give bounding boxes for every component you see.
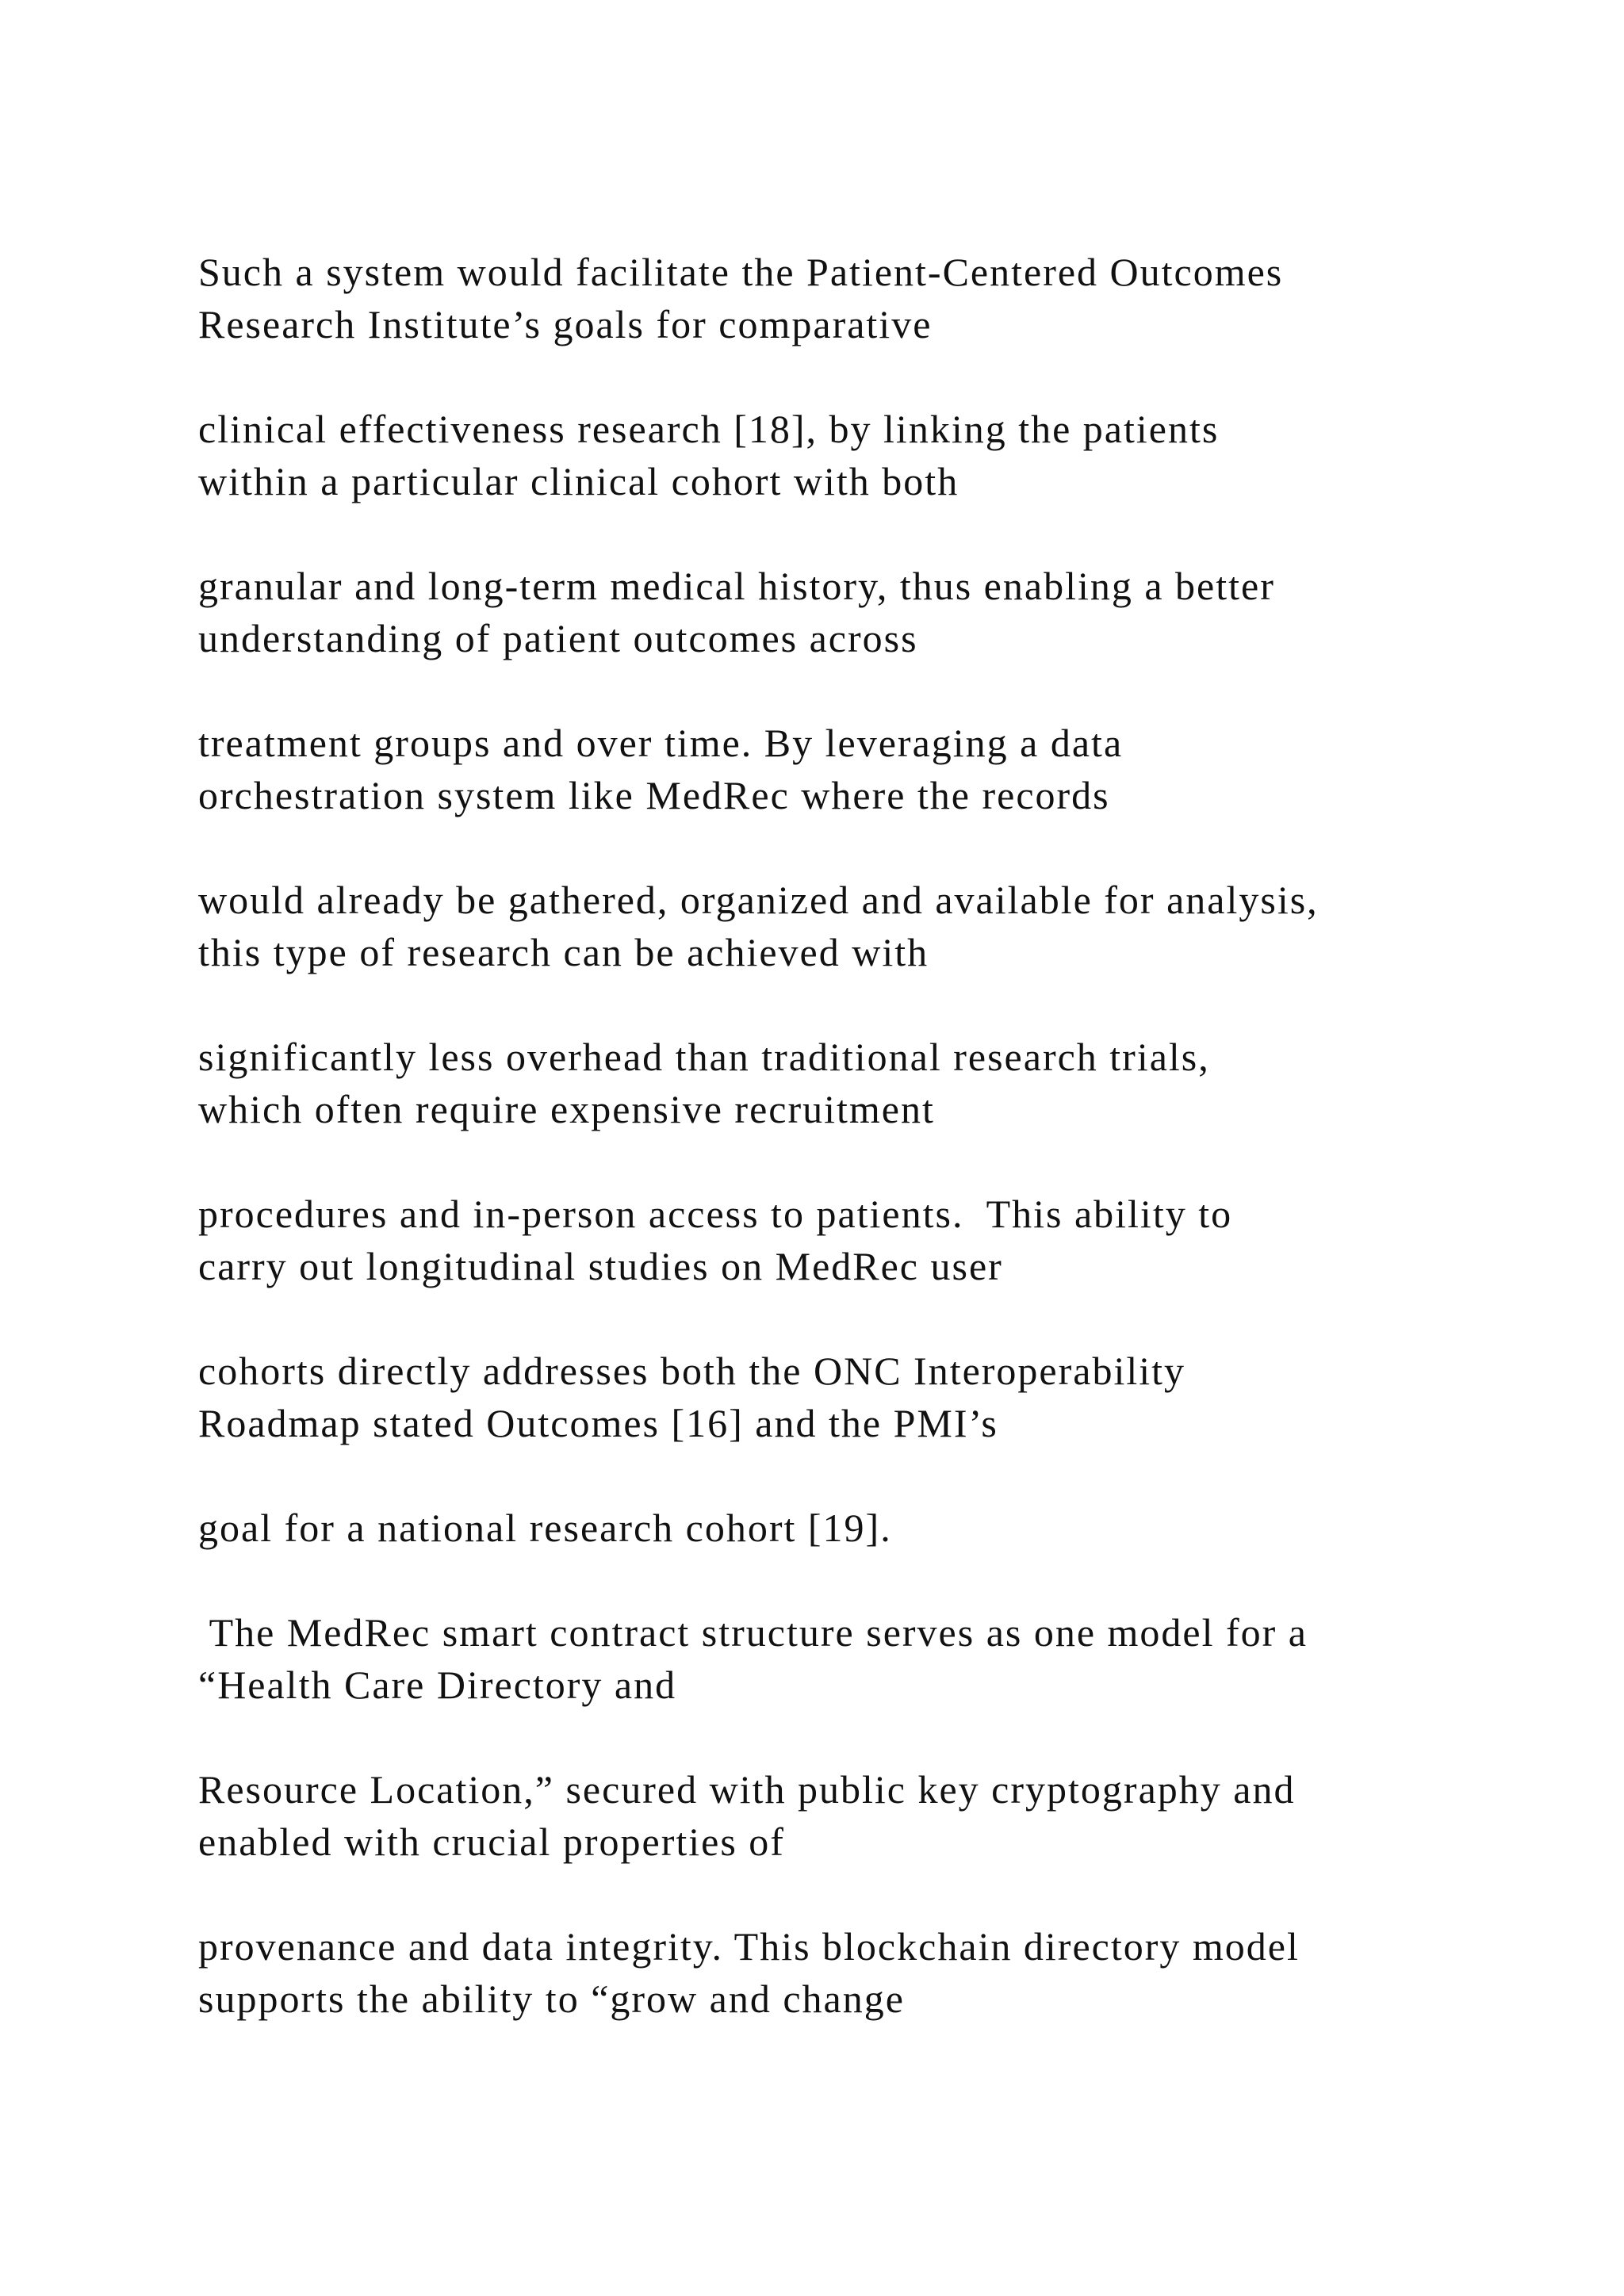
text-line: which often require expensive recruitment: [198, 1087, 935, 1131]
text-line: procedures and in-person access to patients. This ability to: [198, 1192, 1233, 1236]
paragraph: [198, 1188, 1499, 1292]
text-line: cohorts directly addresses both the ONC Interoperability: [198, 1349, 1186, 1393]
text-line: this type of research can be achieved with: [198, 930, 929, 974]
paragraph: [198, 1920, 1499, 2025]
text-line: Roadmap stated Outcomes [16] and the PMI’s: [198, 1401, 998, 1445]
text-line: would already be gathered, organized and available for analysis,: [198, 878, 1319, 922]
body-text: [198, 246, 1499, 2077]
paragraph: [198, 1606, 1499, 1711]
paragraph: [198, 1763, 1499, 1868]
text-line: Research Institute’s goals for comparative: [198, 302, 933, 346]
text-line: The MedRec smart contract structure serves as one model for a: [198, 1610, 1308, 1655]
text-line: granular and long-term medical history, thus enabling a better: [198, 564, 1275, 608]
text-line: orchestration system like MedRec where the records: [198, 773, 1110, 817]
text-line: significantly less overhead than traditional research trials,: [198, 1035, 1210, 1079]
text-line: Such a system would facilitate the Patient-Centered Outcomes: [198, 250, 1284, 294]
text-line: supports the ability to “grow and change: [198, 1976, 905, 2021]
paragraph: [198, 1502, 1499, 1554]
paragraph: [198, 403, 1499, 507]
text-line: enabled with crucial properties of: [198, 1820, 785, 1864]
text-line: Resource Location,” secured with public key cryptography and: [198, 1767, 1296, 1812]
text-line: clinical effectiveness research [18], by linking the patients: [198, 407, 1220, 451]
paragraph: [198, 1031, 1499, 1135]
text-line: “Health Care Directory and: [198, 1663, 677, 1707]
text-line: carry out longitudinal studies on MedRec user: [198, 1244, 1003, 1288]
paragraph: [198, 246, 1499, 350]
text-line: within a particular clinical cohort with both: [198, 459, 959, 503]
text-line: provenance and data integrity. This blockchain directory model: [198, 1924, 1300, 1969]
paragraph: [198, 717, 1499, 821]
paragraph: [198, 874, 1499, 978]
text-line: goal for a national research cohort [19].: [198, 1506, 892, 1550]
text-line: understanding of patient outcomes across: [198, 616, 918, 660]
paragraph: [198, 1345, 1499, 1449]
text-line: treatment groups and over time. By leveraging a data: [198, 721, 1124, 765]
paragraph: [198, 560, 1499, 664]
